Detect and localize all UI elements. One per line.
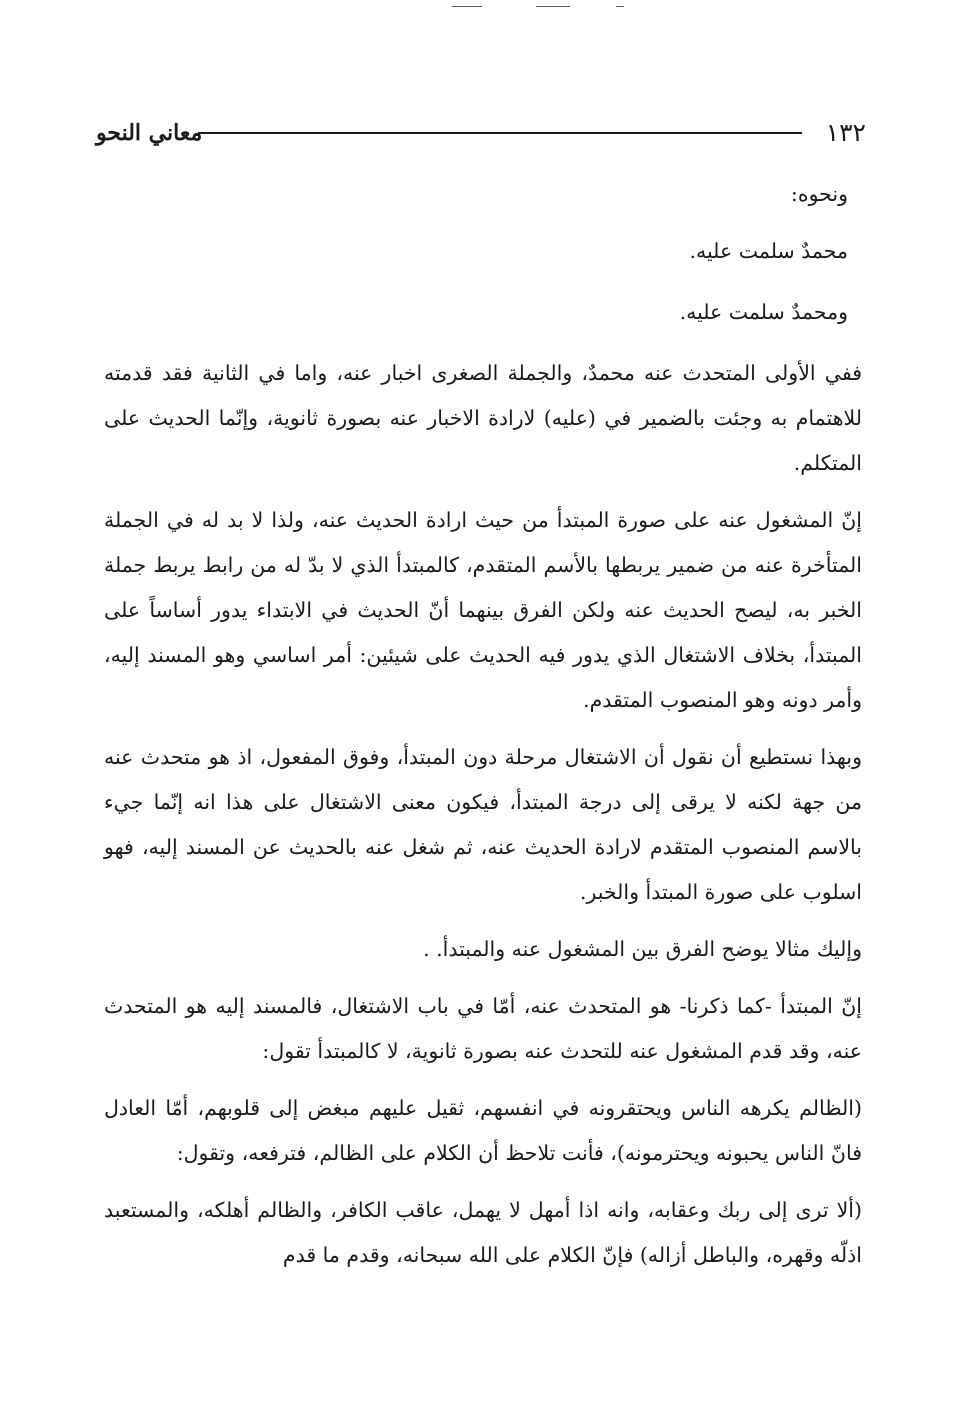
paragraph: إنّ المبتدأ -كما ذكرنا- هو المتحدث عنه، أمّا في باب الاشتغال، فالمسند إليه هو المتحدث عنه، وقد قدم المشغول عنه للتحدث عنه بصورة ثانوية، لا كالمبتدأ تقول:: [104, 994, 862, 1063]
paragraph: إنّ المشغول عنه على صورة المبتدأ من حيث ارادة الحديث عنه، ولذا لا بد له في الجملة المتأخرة عنه من ضمير يربطها بالأسم المتقدم، كالمبتدأ الذي لا بدّ له من رابط يربط جملة الخبر به، ليصح الحديث عنه ولكن الفرق بينهما أنّ الحديث في الابتداء يدور أساساً على المبتدأ، بخلاف الاشتغال الذي يدور فيه الحديث على شيئين: أمر اساسي وهو المسند إليه، وأمر دونه وهو المنصوب المتقدم.: [104, 508, 862, 712]
paragraph: (الظالم يكرهه الناس ويحتقرونه في انفسهم، ثقيل عليهم مبغض إلى قلوبهم، أمّا العادل فانّ الناس يحبونه ويحترمونه)، فأنت تلاحظ أن الكلام على الظالم، فترفعه، وتقول:: [104, 1096, 862, 1165]
paragraph: ففي الأولى المتحدث عنه محمدٌ، والجملة الصغرى اخبار عنه، واما في الثانية فقد قدمته للاهتمام به وجئت بالضمير في (عليه) لارادة الاخبار عنه بصورة ثانوية، وإنّما الحديث على المتكلم.: [104, 361, 862, 475]
page-body: [104, 172, 862, 1278]
example-line: محمدٌ سلمت عليه.: [689, 239, 848, 263]
scan-mark: [452, 6, 482, 7]
intro-line: ونحوه:: [790, 182, 848, 206]
scan-mark: [536, 6, 570, 7]
scan-mark: [616, 6, 624, 7]
paragraph: وبهذا نستطيع أن نقول أن الاشتغال مرحلة دون المبتدأ، وفوق المفعول، اذ هو متحدث عنه من جهة لكنه لا يرقى إلى درجة المبتدأ، فيكون معنى الاشتغال على هذا انه إنّما جيء بالاسم المنصوب المتقدم لارادة الحديث عنه، ثم شغل عنه بالحديث عن المسند إليه، فهو اسلوب على صورة المبتدأ والخبر.: [104, 745, 862, 904]
example-line: ومحمدٌ سلمت عليه.: [679, 300, 848, 324]
paragraph: (ألا ترى إلى ربك وعقابه، وانه اذا أمهل لا يهمل، عاقب الكافر، والظالم أهلكه، والمستعبد اذلّه وقهره، والباطل أزاله) فإنّ الكلام على الله سبحانه، وقدم ما قدم: [104, 1198, 862, 1267]
top-scan-marks: [440, 6, 640, 10]
header-rule: [198, 132, 802, 134]
page-header: [96, 118, 866, 158]
page-number: ١٣٢: [825, 118, 866, 147]
paragraph: وإليك مثالا يوضح الفرق بين المشغول عنه والمبتدأ. .: [423, 937, 862, 961]
running-title: معاني النحو: [96, 120, 203, 146]
